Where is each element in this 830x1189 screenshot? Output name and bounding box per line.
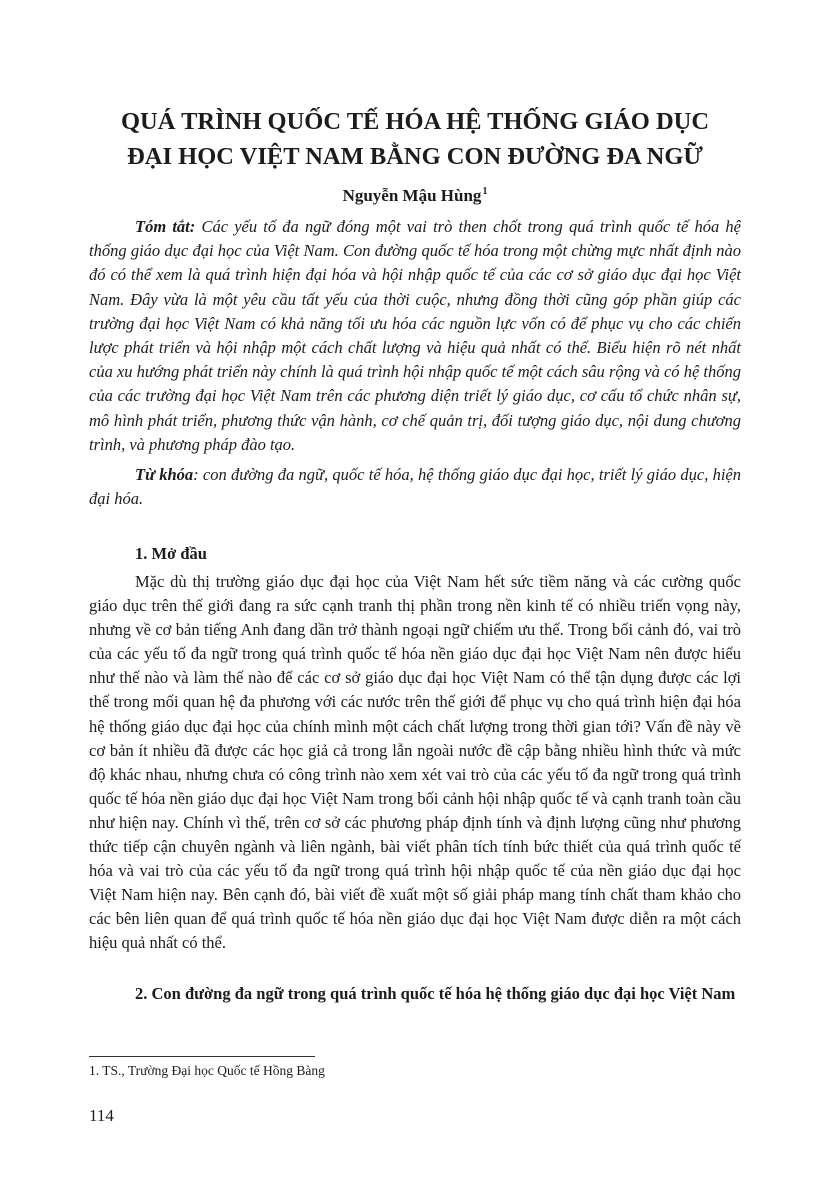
paper-page — [89, 0, 741, 1189]
section-1-heading: 1. Mở đầu — [135, 544, 207, 563]
abstract-text: Các yếu tố đa ngữ đóng một vai trò then chốt trong quá trình quốc tế hóa hệ thống giáo dục đại học của Việt Nam. Con đường quốc tế hóa trong một chừng mực nhất định nào đó có thể xem là quá trình hiện đại hóa và hội nhập quốc tế của các cơ sở giáo dục đại học Việt Nam. Đây vừa là một yêu cầu tất yếu của thời cuộc, nhưng đồng thời cũng góp phần giúp các trường đại học Việt Nam có khả năng tối ưu hóa các nguồn lực vốn có để phục vụ cho các chiến lược phát triển và hội nhập một cách chất lượng và hiệu quả nhất có thể. Biểu hiện rõ nét nhất của xu hướng phát triển này chính là quá trình hội nhập quốc tế một cách sâu rộng và có hệ thống của các trường đại học Việt Nam trên các phương diện triết lý giáo dục, cơ cấu tổ chức nhân sự, mô hình phát triển, phương thức vận hành, cơ chế quản trị, đối tượng giáo dục, nội dung chương trình, và phương pháp đào tạo. — [89, 217, 742, 454]
author-name: Nguyễn Mậu Hùng — [342, 186, 482, 205]
keywords-paragraph — [89, 463, 741, 511]
section-2-heading: 2. Con đường đa ngữ trong quá trình quốc tế hóa hệ thống giáo dục đại học Việt Nam — [135, 984, 736, 1003]
footnote-divider — [89, 1056, 315, 1057]
author-line — [89, 180, 741, 208]
title-line-1: QUÁ TRÌNH QUỐC TẾ HÓA HỆ THỐNG GIÁO DỤC — [120, 108, 710, 135]
abstract-block — [89, 215, 741, 517]
abstract-label: Tóm tắt: — [135, 217, 196, 236]
paper-title — [89, 104, 741, 174]
abstract-paragraph — [89, 215, 741, 457]
page-number: 114 — [89, 1106, 114, 1125]
footnote: 1. TS., Trường Đại học Quốc tế Hồng Bàng — [89, 1063, 325, 1078]
section-1-body — [89, 570, 741, 956]
keywords-label: Từ khóa — [135, 465, 194, 485]
author-footnote-mark: 1 — [482, 186, 488, 197]
keywords-text: : con đường đa ngữ, quốc tế hóa, hệ thống giáo dục đại học, triết lý giáo dục, hiện đại hóa. — [89, 465, 741, 509]
section-1-paragraph: Mặc dù thị trường giáo dục đại học của Việt Nam hết sức tiềm năng và các cường quốc giáo dục trên thế giới đang ra sức cạnh tranh thị phần trong nền kinh tế có nhiều triển vọng này, nhưng về cơ bản tiếng Anh đang dần trở thành ngoại ngữ chiếm ưu thế. Trong bối cảnh đó, vai trò của các yếu tố đa ngữ trong quá trình quốc tế hóa nền giáo dục đại học Việt Nam nên được hiểu như thế nào và làm thế nào để các cơ sở giáo dục đại học Việt Nam có thể tận dụng được các lợi thế trong mối quan hệ đa phương với các nước trên thế giới để phục vụ cho quá trình hiện đại hóa hệ thống giáo dục đại học của chính mình một cách chất lượng trong thời gian tới? Vấn đề này về cơ bản ít nhiều đã được các học giả cả trong lẫn ngoài nước đề cập bằng nhiều hình thức và mức độ khác nhau, nhưng chưa có công trình nào xem xét vai trò của các yếu tố đa ngữ trong quá trình quốc tế hóa nền giáo dục đại học Việt Nam trong bối cảnh hội nhập quốc tế và cạnh tranh toàn cầu như hiện nay. Chính vì thế, trên cơ sở các phương pháp định tính và định lượng cũng như phương thức tiếp cận chuyên ngành và liên ngành, bài viết phân tích tính bức thiết của quá trình quốc tế hóa và vai trò của các yếu tố đa ngữ trong quá trình hội nhập quốc tế của nền giáo dục đại học Việt Nam hiện nay. Bên cạnh đó, bài viết đề xuất một số giải pháp mang tính chất tham khảo cho các bên liên quan để quá trình quốc tế hóa nền giáo dục đại học Việt Nam được diễn ra một cách hiệu quả nhất có thể. — [89, 572, 741, 953]
title-line-2: ĐẠI HỌC VIỆT NAM BẰNG CON ĐƯỜNG ĐA NGỮ — [127, 143, 703, 170]
